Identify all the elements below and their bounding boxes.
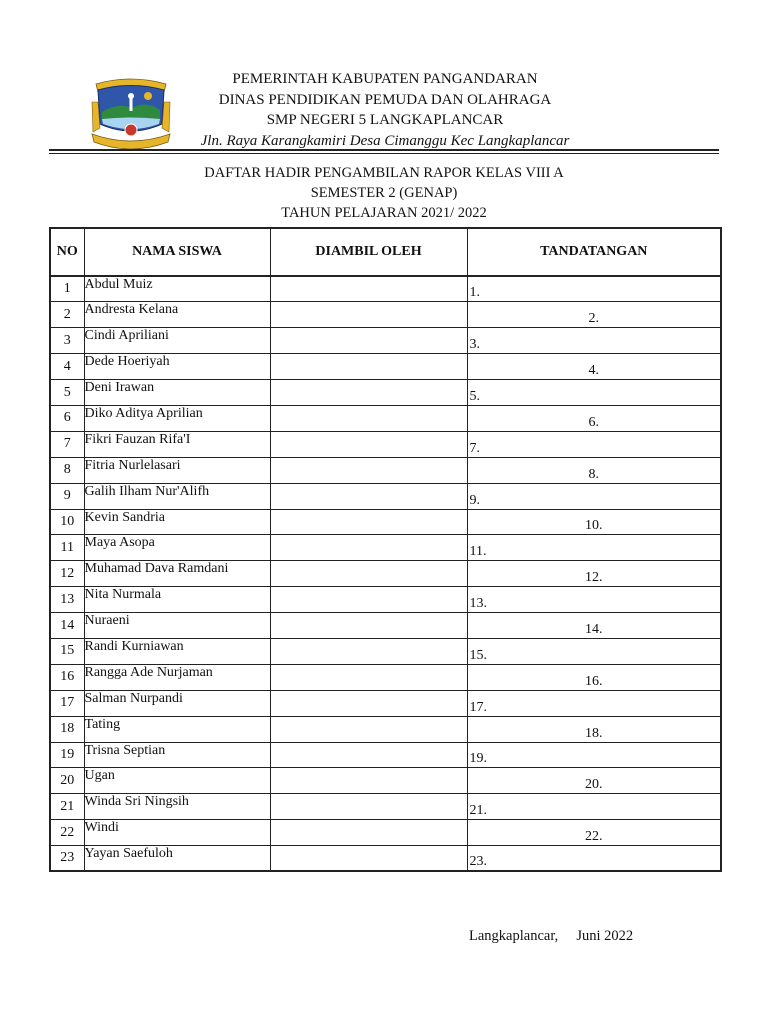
row-number: 11 — [50, 535, 84, 561]
letterhead-department: DINAS PENDIDIKAN PEMUDA DAN OLAHRAGA — [218, 91, 552, 108]
header-no: NO — [50, 228, 84, 276]
taken-by-cell[interactable] — [270, 613, 467, 639]
taken-by-cell[interactable] — [270, 794, 467, 820]
table-row — [50, 483, 721, 509]
student-name: Kevin Sandria — [84, 509, 270, 535]
header-student-name: NAMA SISWA — [84, 228, 270, 276]
row-number: 12 — [50, 561, 84, 587]
table-row — [50, 276, 721, 302]
row-number: 9 — [50, 483, 84, 509]
row-number: 13 — [50, 587, 84, 613]
signature-cell[interactable]: 1. — [467, 276, 721, 302]
row-number: 16 — [50, 664, 84, 690]
taken-by-cell[interactable] — [270, 509, 467, 535]
taken-by-cell[interactable] — [270, 742, 467, 768]
student-name: Fitria Nurlelasari — [84, 457, 270, 483]
table-row — [50, 587, 721, 613]
signature-cell[interactable]: 22. — [467, 820, 721, 846]
signature-cell[interactable]: 7. — [467, 431, 721, 457]
row-number: 21 — [50, 794, 84, 820]
header-taken-by: DIAMBIL OLEH — [270, 228, 467, 276]
student-name: Randi Kurniawan — [84, 638, 270, 664]
student-name: Nita Nurmala — [84, 587, 270, 613]
taken-by-cell[interactable] — [270, 276, 467, 302]
table-row — [50, 561, 721, 587]
taken-by-cell[interactable] — [270, 716, 467, 742]
taken-by-cell[interactable] — [270, 328, 467, 354]
taken-by-cell[interactable] — [270, 768, 467, 794]
signature-cell[interactable]: 6. — [467, 405, 721, 431]
student-name: Cindi Apriliani — [84, 328, 270, 354]
table-row — [50, 613, 721, 639]
letterhead-government: PEMERINTAH KABUPATEN PANGANDARAN — [232, 71, 538, 87]
taken-by-cell[interactable] — [270, 587, 467, 613]
student-name: Ugan — [84, 768, 270, 794]
row-number: 15 — [50, 638, 84, 664]
signature-cell[interactable]: 10. — [467, 509, 721, 535]
letterhead-divider-thin — [49, 153, 719, 154]
student-name: Galih Ilham Nur'Alifh — [84, 483, 270, 509]
signature-cell[interactable]: 13. — [467, 587, 721, 613]
row-number: 10 — [50, 509, 84, 535]
table-row — [50, 794, 721, 820]
row-number: 6 — [50, 405, 84, 431]
student-name: Deni Irawan — [84, 380, 270, 406]
signature-cell[interactable]: 8. — [467, 457, 721, 483]
document-title — [49, 163, 719, 223]
signature-cell[interactable]: 4. — [467, 354, 721, 380]
taken-by-cell[interactable] — [270, 405, 467, 431]
table-row — [50, 768, 721, 794]
taken-by-cell[interactable] — [270, 664, 467, 690]
title-semester: SEMESTER 2 (GENAP) — [310, 185, 458, 201]
taken-by-cell[interactable] — [270, 820, 467, 846]
pangandaran-regency-emblem — [88, 72, 174, 152]
table-row — [50, 380, 721, 406]
signature-cell[interactable]: 9. — [467, 483, 721, 509]
signature-cell[interactable]: 16. — [467, 664, 721, 690]
row-number: 14 — [50, 613, 84, 639]
signature-cell[interactable]: 21. — [467, 794, 721, 820]
row-number: 2 — [50, 302, 84, 328]
letterhead-school: SMP NEGERI 5 LANGKAPLANCAR — [266, 112, 504, 128]
table-row — [50, 354, 721, 380]
table-row — [50, 509, 721, 535]
taken-by-cell[interactable] — [270, 535, 467, 561]
table-row — [50, 535, 721, 561]
row-number: 1 — [50, 276, 84, 302]
signature-cell[interactable]: 15. — [467, 638, 721, 664]
table-row — [50, 846, 721, 872]
table-row — [50, 742, 721, 768]
table-row — [50, 457, 721, 483]
title-attendance-list: DAFTAR HADIR PENGAMBILAN RAPOR KELAS VIII A — [204, 165, 564, 181]
attendance-table — [49, 227, 722, 872]
taken-by-cell[interactable] — [270, 431, 467, 457]
table-row — [50, 328, 721, 354]
student-name: Maya Asopa — [84, 535, 270, 561]
header-signature: TANDATANGAN — [467, 228, 721, 276]
taken-by-cell[interactable] — [270, 457, 467, 483]
table-row — [50, 638, 721, 664]
signature-place-date: Langkaplancar, Juni 2022 — [469, 928, 634, 944]
row-number: 17 — [50, 690, 84, 716]
emblem-center-seal — [125, 124, 137, 136]
signature-cell[interactable]: 23. — [467, 846, 721, 872]
row-number: 4 — [50, 354, 84, 380]
taken-by-cell[interactable] — [270, 302, 467, 328]
table-row — [50, 664, 721, 690]
student-name: Muhamad Dava Ramdani — [84, 561, 270, 587]
student-name: Abdul Muiz — [84, 276, 270, 302]
student-name: Dede Hoeriyah — [84, 354, 270, 380]
letterhead — [180, 69, 590, 151]
student-name: Salman Nurpandi — [84, 690, 270, 716]
taken-by-cell[interactable] — [270, 846, 467, 872]
table-row — [50, 690, 721, 716]
title-academic-year: TAHUN PELAJARAN 2021/ 2022 — [281, 205, 487, 221]
taken-by-cell[interactable] — [270, 354, 467, 380]
signature-cell[interactable]: 17. — [467, 690, 721, 716]
signature-cell[interactable]: 14. — [467, 613, 721, 639]
student-name: Rangga Ade Nurjaman — [84, 664, 270, 690]
table-row — [50, 405, 721, 431]
table-row — [50, 431, 721, 457]
taken-by-cell[interactable] — [270, 380, 467, 406]
taken-by-cell[interactable] — [270, 638, 467, 664]
signature-cell[interactable]: 3. — [467, 328, 721, 354]
student-name: Winda Sri Ningsih — [84, 794, 270, 820]
letterhead-divider-thick — [49, 149, 719, 151]
student-name: Diko Aditya Aprilian — [84, 405, 270, 431]
student-name: Trisna Septian — [84, 742, 270, 768]
student-name: Yayan Saefuloh — [84, 846, 270, 872]
table-row — [50, 820, 721, 846]
table-row — [50, 302, 721, 328]
row-number: 23 — [50, 846, 84, 872]
signature-cell[interactable]: 11. — [467, 535, 721, 561]
row-number: 8 — [50, 457, 84, 483]
row-number: 18 — [50, 716, 84, 742]
row-number: 22 — [50, 820, 84, 846]
table-header-row — [50, 228, 721, 276]
row-number: 5 — [50, 380, 84, 406]
signature-cell[interactable]: 20. — [467, 768, 721, 794]
student-name: Andresta Kelana — [84, 302, 270, 328]
row-number: 20 — [50, 768, 84, 794]
row-number: 7 — [50, 431, 84, 457]
student-name: Fikri Fauzan Rifa'I — [84, 431, 270, 457]
signature-cell[interactable]: 12. — [467, 561, 721, 587]
taken-by-cell[interactable] — [270, 561, 467, 587]
taken-by-cell[interactable] — [270, 690, 467, 716]
student-name: Nuraeni — [84, 613, 270, 639]
letterhead-address: Jln. Raya Karangkamiri Desa Cimanggu Kec Langkaplancar — [200, 132, 570, 149]
row-number: 19 — [50, 742, 84, 768]
table-body — [50, 276, 721, 871]
taken-by-cell[interactable] — [270, 483, 467, 509]
table-row — [50, 716, 721, 742]
signature-cell[interactable]: 18. — [467, 716, 721, 742]
student-name: Tating — [84, 716, 270, 742]
row-number: 3 — [50, 328, 84, 354]
signature-cell[interactable]: 2. — [467, 302, 721, 328]
signature-cell[interactable]: 5. — [467, 380, 721, 406]
student-name: Windi — [84, 820, 270, 846]
signature-cell[interactable]: 19. — [467, 742, 721, 768]
